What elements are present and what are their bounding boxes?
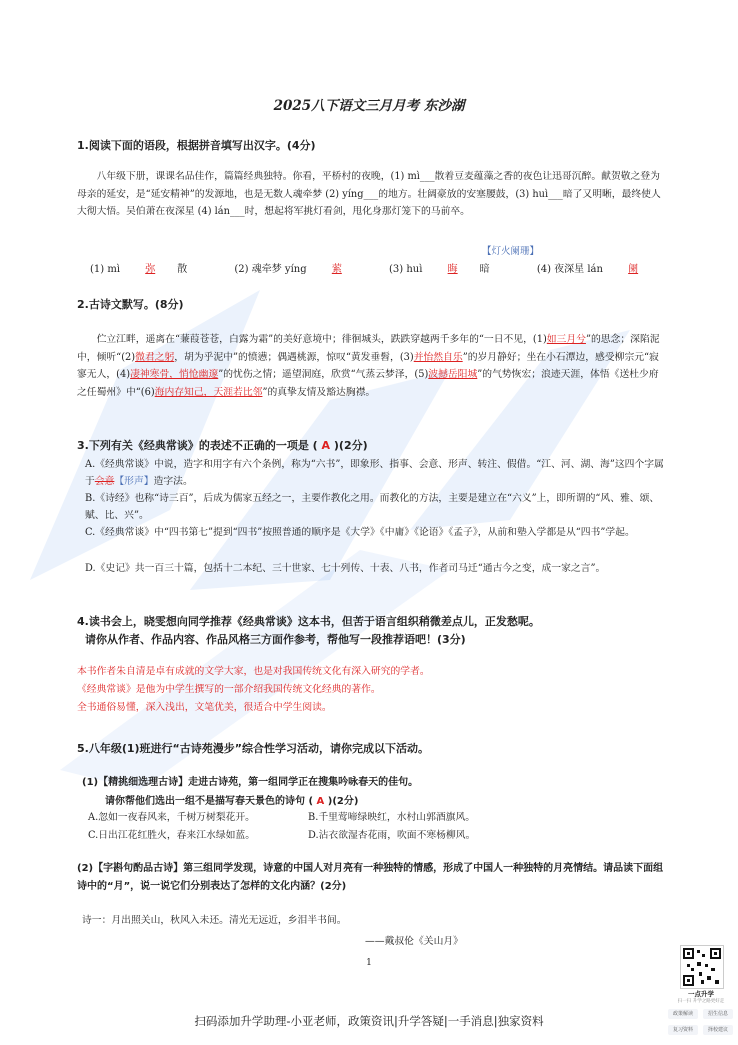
- q3-option-b: B.《诗经》也称“诗三百”，后成为儒家五经之一，主要作教化之用。而教化的方法，主要是建立在“六义”上，即所谓的“风、雅、颂、赋、比、兴”。: [85, 493, 660, 521]
- poem-1: 诗一：月出照关山，秋风入未还。清光无远近，乡泪半书间。: [82, 915, 347, 926]
- poem-1-source: ——戴叔伦《关山月》: [365, 936, 463, 947]
- qr-subtitle: 扫一扫 升学之路更好走: [677, 999, 725, 1004]
- q5-heading: 5.八年级(1)班进行“古诗苑漫步”综合性学习活动，请你完成以下活动。: [77, 742, 429, 755]
- q5-option-d: D.沾衣欲湿杏花雨，吹面不寒杨柳风。: [308, 830, 476, 841]
- q4-heading-2: 请你从作者、作品内容、作品风格三方面作参考，帮他写一段推荐语吧！(3分): [85, 633, 466, 646]
- q5-sub1-question: 请你帮他们选出一组不是描写春天景色的诗句 ( A )(2分): [105, 796, 359, 807]
- q1-passage: 八年级下册，课课名品佳作，篇篇经典独特。你看，平桥村的夜晚，(1) mì___散着豆麦蕴藻之香的夜色让迅哥沉醉。献贺敬之登为母亲的延安，是“延安精神”的发源地，也是无数人魂牵梦 (2) yíng___的地方。壮阔豪放的安塞腰鼓，(3) huì___暗了又明晰，最终使人大彻大悟。吴伯萧在夜深星 (4) lán___时，想起将军挑灯看剑，甩化身那灯笼下的马前卒。: [77, 171, 661, 217]
- q4-answer-line: 本书作者朱自清是卓有成就的文学大家，也是对我国传统文化有深入研究的学者。: [77, 666, 430, 677]
- q3-option-a: A.《经典常谈》中说，造字和用字有六个条例，称为“六书”，即象形、指事、会意、形声、转注、假借。“江、河、湖、海”这四个字属于会意【形声】造字法。: [85, 459, 664, 487]
- q5-option-b: B.千里莺啼绿映红，水村山郭酒旗风。: [308, 812, 476, 823]
- page-title: 2025八下语文三月月考 东沙湖: [273, 98, 465, 114]
- q3-option-d: D.《史记》共一百三十篇，包括十二本纪、三十世家、七十列传、十表、八书，作者司马迁“通古今之变，成一家之言”。: [85, 563, 606, 574]
- q3-option-c: C.《经典常谈》中“四书第七”提到“四书”按照普通的顺序是《大学》《中庸》《论语》《孟子》，从前和塾入学都是从“四书”学起。: [85, 527, 635, 538]
- q2-passage: 伫立江畔，遥离在“蒹葭苍苍，白露为霜”的美好意境中；徘徊城头，跌跌穿越两千多年的“一日不见，(1)如三月兮”的思念；深陷泥中，倾听“(2)微君之躬，胡为乎泥中”的愤懑；偶遇桃源，惊叹“黄发垂髫，(3)并怡然自乐”的岁月静好；坐在小石潭边，感受柳宗元“寂寥无人，(4)凄神寒骨，悄怆幽邃”的忧伤之情；遥望洞庭，欣赏“气蒸云梦泽，(5)波撼岳阳城”的气势恢宏；浪迹天涯，体悟《送杜少府之任蜀州》中“(6)海内存知己，天涯若比邻”的真挚友情及豁达胸襟。: [77, 334, 660, 398]
- q4-answer: [77, 663, 430, 717]
- q1-answer-1: (1) mì 弥 散: [90, 264, 188, 275]
- q4-answer-line: 全书通俗易懂，深入浅出，文笔优美，很适合中学生阅读。: [77, 702, 332, 713]
- q1-heading: 1.阅读下面的语段，根据拼音填写出汉字。(4分): [77, 139, 316, 152]
- policy-button[interactable]: 政策解读: [668, 1009, 698, 1019]
- q1-answer-4: (4) 夜深星 lán 阑: [536, 264, 639, 275]
- q5-option-c: C.日出江花红胜火，春来江水绿如蓝。: [88, 830, 256, 841]
- q1-hint-tag: 【灯火阑珊】: [482, 246, 540, 257]
- q4-heading: 4.读书会上，晓雯想向同学推荐《经典常谈》这本书，但苦于语言组织稍微差点儿，正发愁呢。: [77, 615, 540, 628]
- review-button[interactable]: 复习资料: [668, 1025, 698, 1035]
- q1-answer-3: (3) huì 晦 暗: [389, 264, 490, 275]
- qr-title: 一点升学: [688, 990, 714, 998]
- q1-answer-2: (2) 魂牵梦 yíng 萦: [234, 264, 342, 275]
- q2-heading: 2.古诗文默写。(8分): [77, 298, 184, 311]
- q5-sub2: (2)【字斟句酌品古诗】第三组同学发现，诗意的中国人对月亮有一种独特的情感，形成了中国人一种独特的月亮情结。请品读下面组诗中的“月”，说一说它们分别表达了怎样的文化内涵？(2分): [77, 863, 664, 892]
- q4-answer-line: 《经典常谈》是他为中学生撰写的一部介绍我国传统文化经典的著作。: [77, 684, 381, 695]
- qr-code[interactable]: [680, 945, 724, 989]
- q3-heading: 3.下列有关《经典常谈》的表述不正确的一项是 ( A )(2分): [77, 439, 368, 452]
- page-number: 1: [366, 958, 372, 968]
- q1-answers: [90, 260, 682, 275]
- school-choice-button[interactable]: 择校建议: [703, 1025, 733, 1035]
- q5-sub1: (1)【精挑细选理古诗】走进古诗苑，第一组同学正在搜集吟咏春天的佳句。: [82, 777, 419, 788]
- admission-button[interactable]: 招生信息: [703, 1009, 733, 1019]
- footer-banner: 扫码添加升学助理-小亚老师，政策资讯|升学答疑|一手消息|独家资料: [194, 1014, 544, 1028]
- q5-option-a: A.忽如一夜春风来，千树万树梨花开。: [88, 812, 255, 823]
